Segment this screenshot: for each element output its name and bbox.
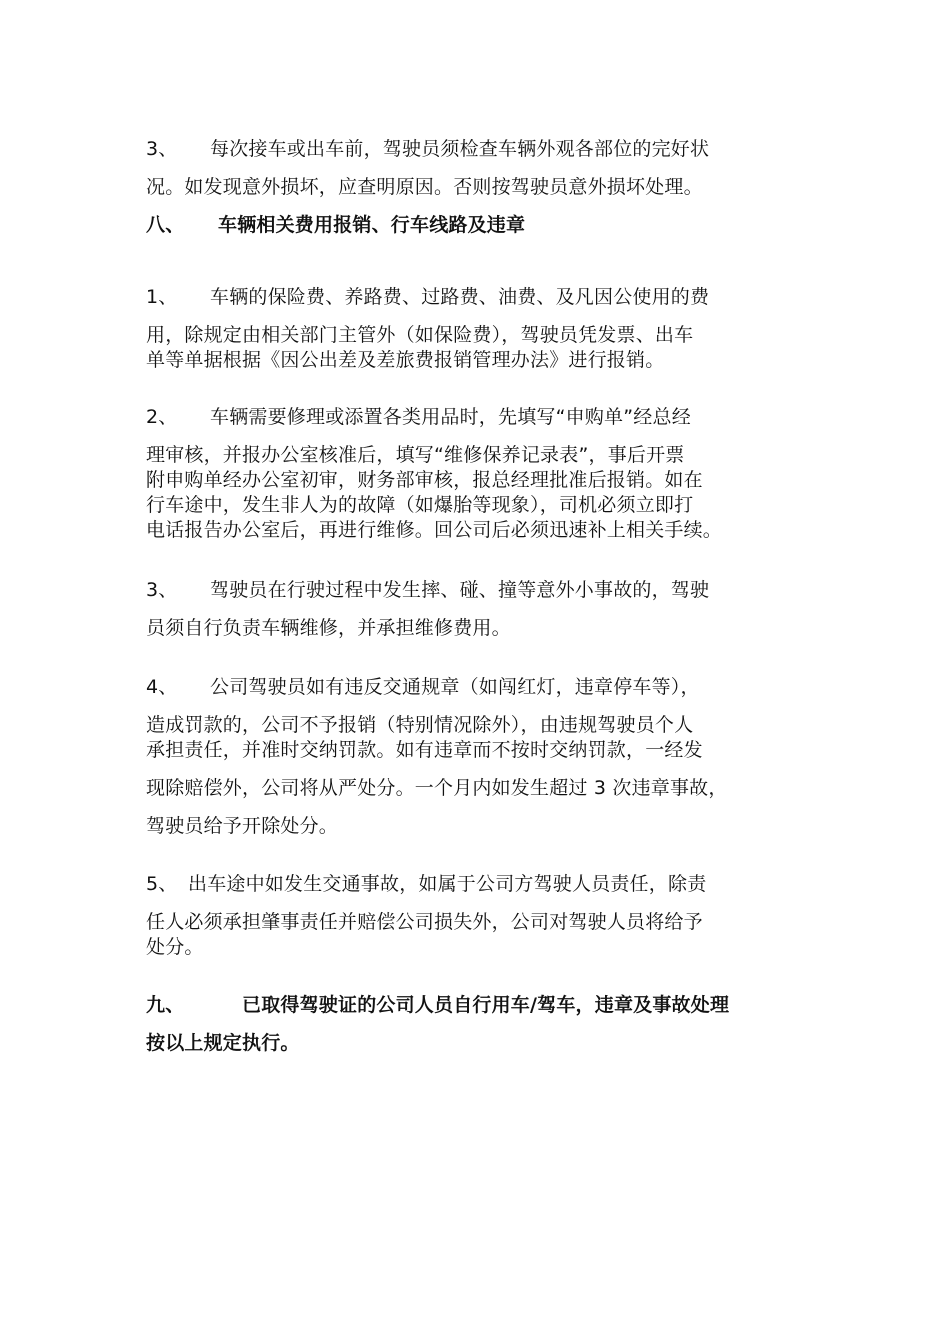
section-9-line-1: [146, 992, 729, 1018]
item-number: 5、: [146, 873, 178, 895]
item-number: 4、: [146, 676, 178, 698]
item-5-line-1: [146, 871, 706, 897]
item-4-line-2: 造成罚款的，公司不予报销（特别情况除外），由违规驾驶员个人: [146, 714, 694, 736]
item-2-line-3: 附申购单经办公室初审，财务部审核，报总经理批准后报销。如在: [146, 469, 703, 491]
item-text: 车辆的保险费、养路费、过路费、油费、及凡因公使用的费: [210, 286, 710, 308]
section-number: 八、: [146, 214, 185, 236]
item-number: 2、: [146, 406, 178, 428]
section-title: 已取得驾驶证的公司人员自行用车/驾车，违章及事故处理: [242, 994, 730, 1016]
item-3b-line-2: 员须自行负责车辆维修，并承担维修费用。: [146, 617, 511, 639]
item-5-line-3: 处分。: [146, 936, 204, 958]
item-3b-line-1: [146, 577, 709, 603]
item-2-line-5: 电话报告办公室后，再进行维修。回公司后必须迅速补上相关手续。: [146, 519, 723, 541]
item-1-line-2: 用，除规定由相关部门主管外（如保险费），驾驶员凭发票、出车: [146, 324, 694, 346]
item-2-line-4: 行车途中，发生非人为的故障（如爆胎等现象），司机必须立即打: [146, 494, 694, 516]
item-1-line-1: [146, 284, 709, 310]
item-2-line-1: [146, 404, 691, 430]
item-4-line-1: [146, 674, 700, 700]
item-text: 每次接车或出车前，驾驶员须检查车辆外观各部位的完好状: [210, 138, 710, 160]
item-1-line-3: 单等单据根据《因公出差及差旅费报销管理办法》进行报销。: [146, 349, 665, 371]
item-3-line-2: 况。如发现意外损坏，应查明原因。否则按驾驶员意外损坏处理。: [146, 176, 703, 198]
item-text: 出车途中如发生交通事故，如属于公司方驾驶人员责任，除责: [188, 873, 707, 895]
item-number: 3、: [146, 579, 178, 601]
item-text: 车辆需要修理或添置各类用品时，先填写“申购单”经总经: [210, 406, 691, 428]
section-8-heading: [146, 212, 525, 238]
section-9-line-2: 按以上规定执行。: [146, 1032, 300, 1054]
item-4-line-4: 现除赔偿外，公司将从严处分。一个月内如发生超过 3 次违章事故，: [146, 777, 728, 799]
section-number: 九、: [146, 994, 185, 1016]
item-4-line-5: 驾驶员给予开除处分。: [146, 815, 339, 837]
item-number: 1、: [146, 286, 178, 308]
section-title: 车辆相关费用报销、行车线路及违章: [218, 214, 526, 236]
item-2-line-2: 理审核，并报办公室核准后，填写“维修保养记录表”，事后开票: [146, 444, 685, 466]
item-3-line-1: [146, 136, 709, 162]
item-number: 3、: [146, 138, 178, 160]
item-text: 驾驶员在行驶过程中发生摔、碰、撞等意外小事故的，驾驶: [210, 579, 710, 601]
item-4-line-3: 承担责任，并准时交纳罚款。如有违章而不按时交纳罚款，一经发: [146, 739, 703, 761]
item-5-line-2: 任人必须承担肇事责任并赔偿公司损失外，公司对驾驶人员将给予: [146, 911, 703, 933]
item-text: 公司驾驶员如有违反交通规章（如闯红灯，违章停车等），: [210, 676, 700, 698]
